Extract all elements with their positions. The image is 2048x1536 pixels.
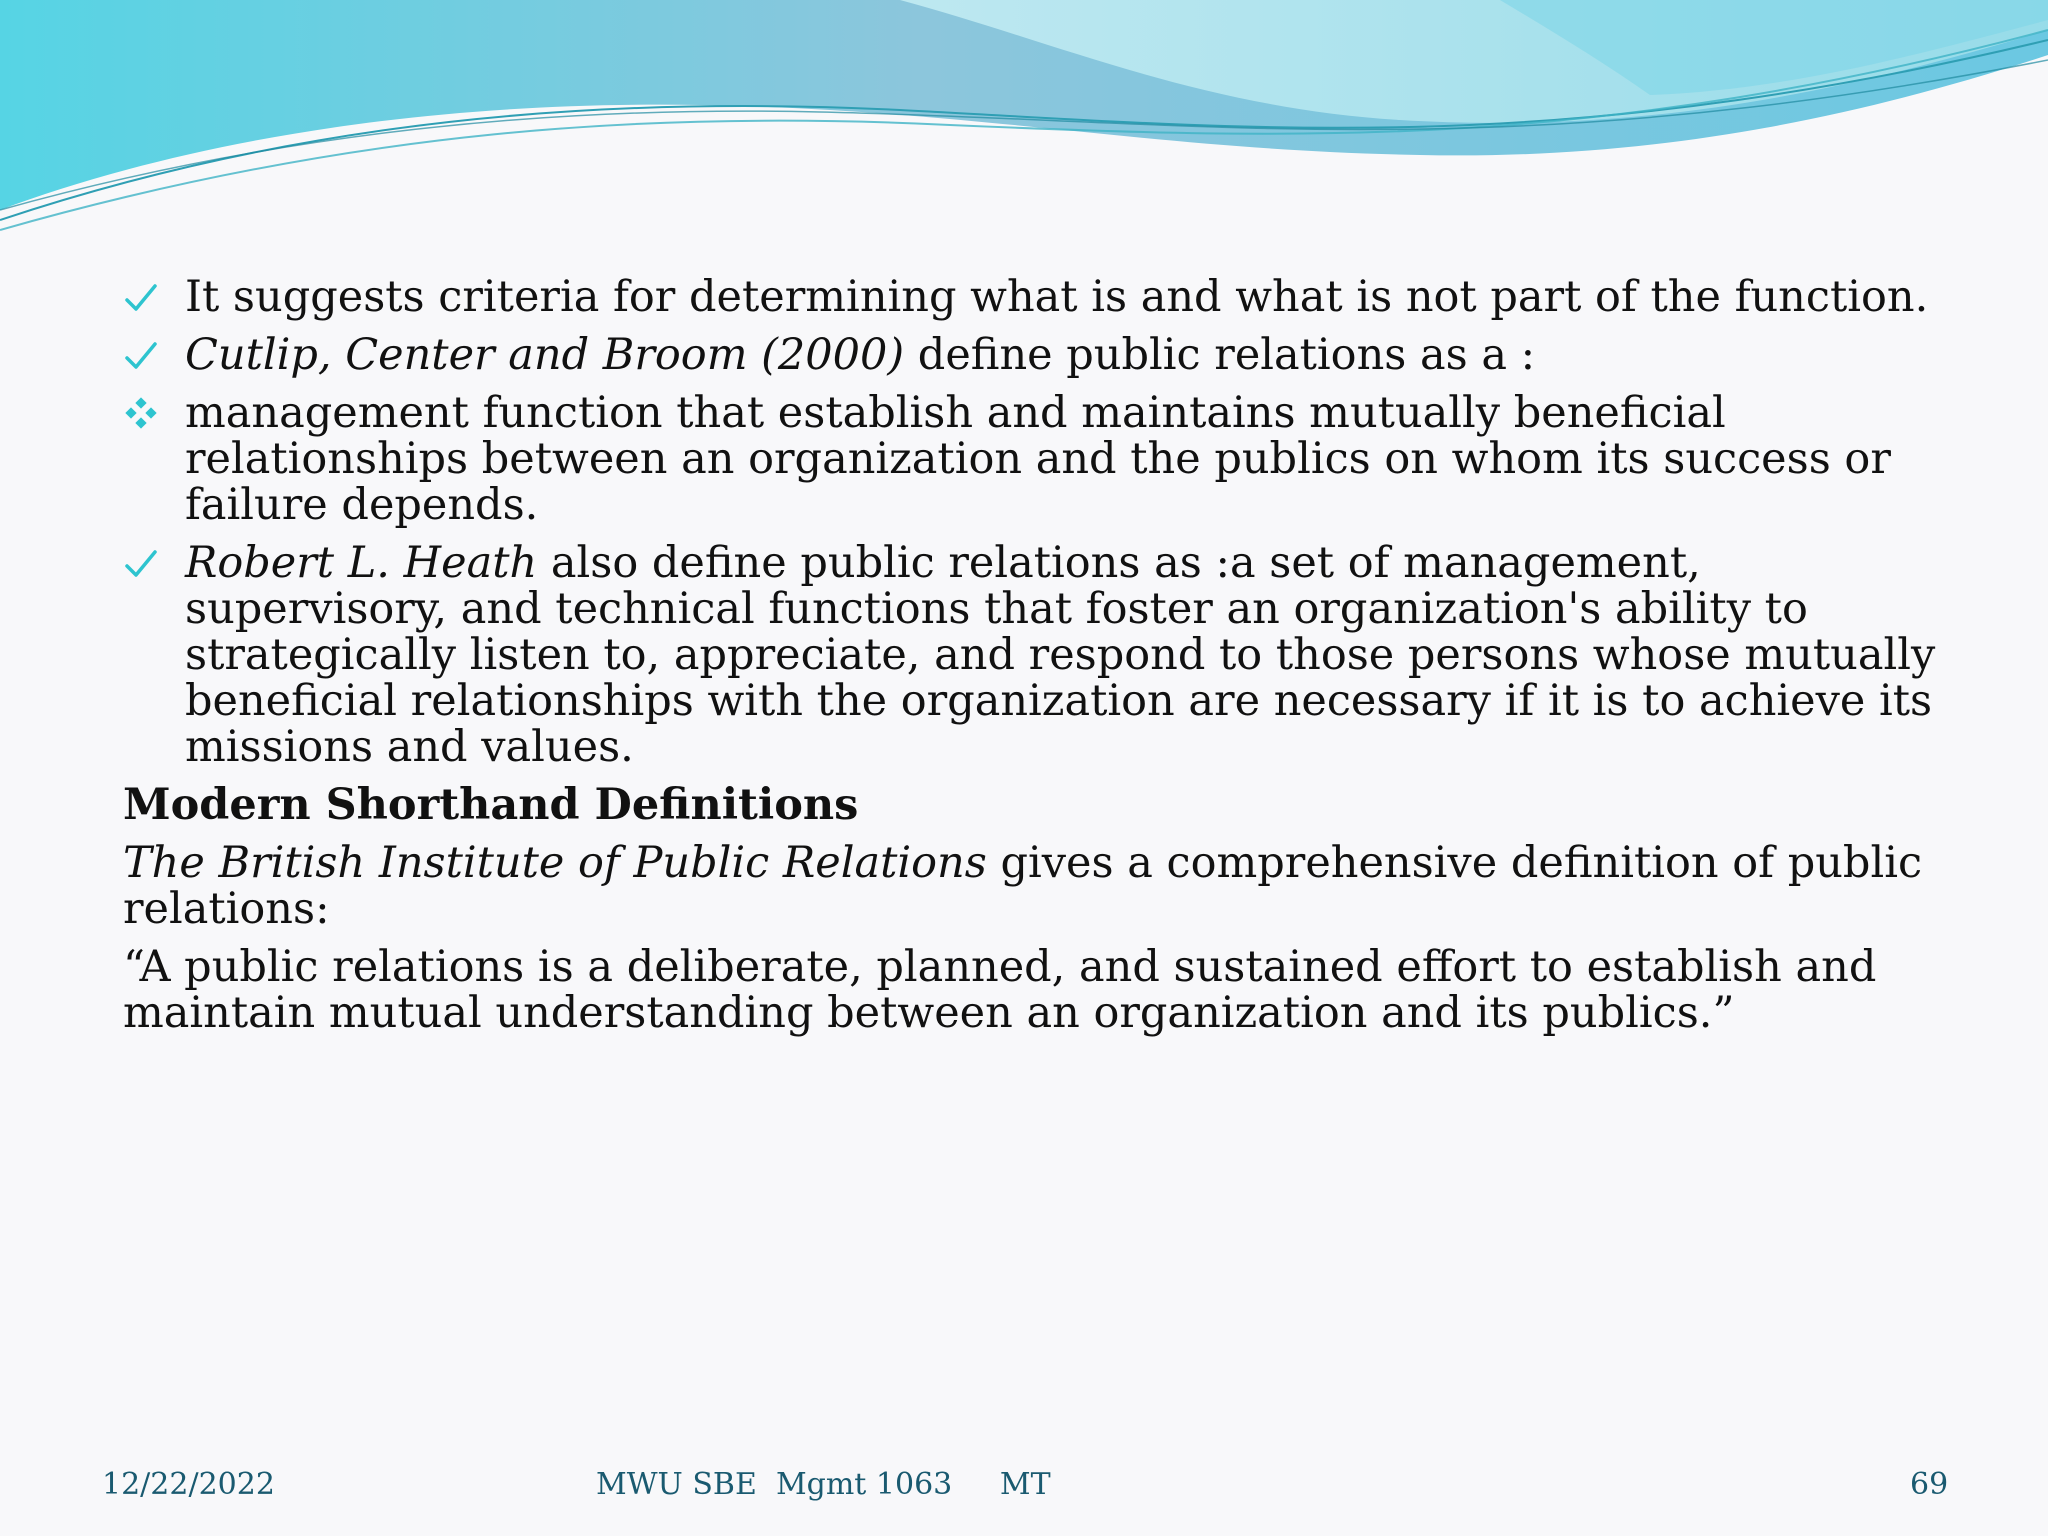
footer-course: MWU SBE Mgmt 1063 MT (596, 1467, 1051, 1502)
slide-content (123, 274, 1953, 1048)
footer-date: 12/22/2022 (102, 1467, 275, 1502)
bullet-text: management function that establish and maintains mutually beneficial relationships between an organization and the publics on whom its success or failure depends. (185, 388, 1891, 530)
section-heading: Modern Shorthand Definitions (123, 780, 859, 830)
check-icon (123, 332, 163, 378)
definition-quote: “A public relations is a deliberate, planned, and sustained effort to establish and maintain mutual understanding between an organization and its publics.” (123, 942, 1877, 1038)
bullet-citation: Robert L. Heath (185, 538, 538, 588)
bullet-item (123, 390, 1953, 528)
bullet-text: also define public relations as :a set of management, supervisory, and technical functions that foster an organization's ability to strategically listen to, appreciate, and respond to those persons whose mutually beneficial relationships with the organization are necessary if it is to achieve its missions and values. (185, 538, 1936, 772)
bipr-name: The British Institute of Public Relations (123, 838, 987, 888)
bullet-text: define public relations as a : (904, 330, 1536, 380)
header-wave-decoration (0, 0, 2048, 240)
check-icon (123, 274, 163, 320)
bullet-item (123, 274, 1953, 320)
diamond-icon (123, 390, 163, 436)
bullet-citation: Cutlip, Center and Broom (2000) (185, 330, 905, 380)
footer-page-number: 69 (1910, 1467, 1949, 1502)
bullet-item (123, 540, 1953, 770)
bullet-text: It suggests criteria for determining what is and what is not part of the function. (185, 272, 1929, 322)
bipr-text: gives a comprehensive definition of public relations: (123, 838, 1923, 934)
bullet-item (123, 332, 1953, 378)
check-icon (123, 540, 163, 586)
bipr-paragraph (123, 840, 1953, 932)
